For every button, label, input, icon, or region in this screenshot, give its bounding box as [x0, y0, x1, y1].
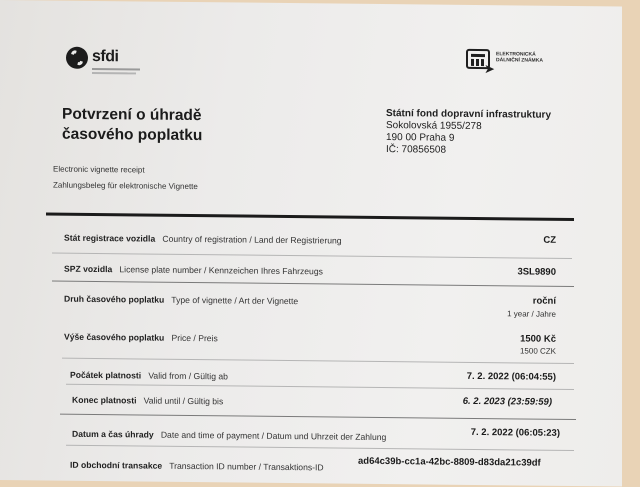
logo-tagline-bar: [92, 72, 136, 74]
label-translation: Price / Preis: [171, 332, 218, 344]
section-divider: [52, 281, 574, 287]
label-cz: Výše časového poplatku: [64, 331, 165, 343]
row-transaction-label: [70, 460, 324, 473]
org-street: Sokolovská 1955/278: [386, 120, 482, 133]
label-cz: Počátek platnosti: [70, 369, 142, 381]
cursor-icon: ➤: [484, 61, 495, 77]
row-transaction-value: ad64c39b-cc1a-42bc-8809-d83da21c39df: [358, 455, 541, 469]
label-cz: Stát registrace vozidla: [64, 232, 156, 244]
sfdi-logo-text: sfdi: [92, 47, 119, 66]
label-translation: Valid from / Gültig ab: [148, 370, 228, 382]
row-payment-date-label: [72, 429, 386, 442]
org-ic: IČ: 70856508: [386, 144, 447, 156]
row-plate-label: [64, 264, 323, 277]
label-translation: Transaction ID number / Transaktions-ID: [169, 460, 324, 473]
title-line1: Potvrzení o úhradě: [62, 105, 202, 125]
row-price-value: 1500 Kč: [520, 333, 556, 345]
label-translation: License plate number / Kennzeichen Ihres Fahrzeugs: [119, 264, 323, 277]
organization-address: [386, 108, 551, 158]
row-country-value: CZ: [543, 234, 556, 246]
subtitle-en: Electronic vignette receipt: [53, 164, 145, 175]
row-type-label: [64, 294, 298, 306]
row-valid-until-label: [72, 395, 223, 407]
subtitle-de: Zahlungsbeleg für elektronische Vignette: [53, 180, 198, 192]
header-divider: [46, 212, 574, 221]
logo-tagline-bar: [92, 68, 140, 71]
title-line2: časového poplatku: [62, 125, 203, 145]
row-price-value-sub: 1500 CZK: [519, 346, 556, 356]
sfdi-logo-icon: [66, 47, 88, 69]
label-cz: SPZ vozidla: [64, 263, 113, 275]
row-divider: [66, 384, 574, 390]
label-translation: Date and time of payment / Datum und Uhrzeit der Zahlung: [160, 429, 387, 443]
evz-logo-line2: DÁLNIČNÍ ZNÁMKA: [496, 57, 543, 64]
row-divider: [66, 445, 574, 451]
document-title: [62, 105, 202, 146]
label-cz: Datum a čas úhrady: [72, 428, 154, 440]
row-valid-from-label: [70, 370, 228, 382]
row-price-label: [64, 332, 218, 344]
label-cz: Konec platnosti: [72, 394, 137, 406]
label-cz: ID obchodní transakce: [70, 459, 163, 471]
row-type-value: roční: [532, 295, 556, 307]
row-divider: [52, 253, 572, 259]
row-valid-from-value: 7. 2. 2022 (06:04:55): [466, 370, 556, 383]
section-divider: [60, 414, 576, 420]
label-translation: Type of vignette / Art der Vignette: [171, 294, 299, 307]
label-translation: Country of registration / Land der Registrierung: [162, 233, 342, 246]
row-plate-value: 3SL9890: [517, 266, 556, 278]
row-country-label: [64, 233, 342, 246]
row-valid-until-value: 6. 2. 2023 (23:59:59): [462, 395, 552, 408]
label-cz: Druh časového poplatku: [64, 293, 165, 305]
row-payment-date-value: 7. 2. 2022 (06:05:23): [470, 426, 560, 439]
org-city: 190 00 Praha 9: [386, 132, 455, 144]
evz-logo-text: [496, 51, 543, 63]
row-divider: [62, 358, 574, 364]
row-type-value-sub: 1 year / Jahre: [507, 309, 556, 319]
evz-logo-line1: ELEKTRONICKÁ: [496, 51, 536, 58]
label-translation: Valid until / Gültig bis: [143, 395, 224, 407]
org-name: Státní fond dopravní infrastruktury: [386, 108, 552, 121]
